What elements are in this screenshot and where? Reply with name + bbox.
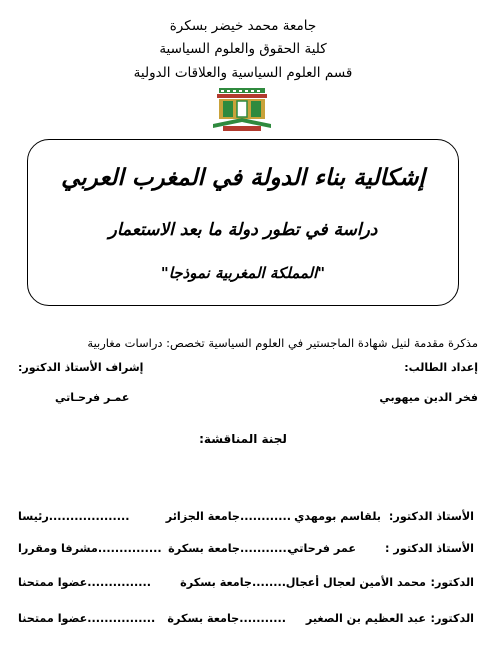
- member-name: عمر فرحاتي: [287, 542, 356, 555]
- member-role: ...................رئيسا: [18, 510, 130, 523]
- member-role: ...............مشرفا ومقررا: [18, 542, 162, 555]
- committee-heading: لجنة المناقشة:: [199, 432, 287, 446]
- university-name: جامعة محمد خيضر بسكرة: [169, 18, 317, 34]
- committee-row: [0, 542, 486, 560]
- committee-row: [0, 510, 486, 528]
- department-name: قسم العلوم السياسية والعلاقات الدولية: [133, 65, 353, 81]
- supervisor-name: عمـر فرحـاتي: [55, 391, 130, 404]
- student-label: إعداد الطالب:: [404, 361, 478, 374]
- member-university: ............جامعة الجزائر: [165, 510, 291, 523]
- university-logo: [213, 88, 271, 132]
- member-role: ...............عضوا ممتحنا: [18, 576, 151, 589]
- member-name: بلقاسم بومهدي: [294, 510, 381, 523]
- member-role: ................عضوا ممتحنا: [18, 612, 156, 625]
- subtitle: دراسة في تطور دولة ما بعد الاستعمار: [108, 220, 378, 240]
- main-title: إشكالية بناء الدولة في المغرب العربي: [61, 165, 425, 191]
- member-title: الأستاذ الدكتور:: [388, 510, 474, 523]
- member-university: ............جامعة بسكرة: [168, 542, 291, 555]
- committee-row: [0, 576, 486, 594]
- thesis-note: مذكرة مقدمة لنيل شهادة الماجستير في العلوم السياسية تخصص: دراسات مغاربية: [87, 336, 478, 350]
- member-university: ...........جامعة بسكرة: [167, 612, 286, 625]
- member-name: عبد العظيم بن الصغير: [305, 612, 426, 625]
- supervisor-label: إشراف الأستاذ الدكتور:: [18, 361, 144, 374]
- member-name: محمد الأمين لعجال أعجال: [285, 576, 426, 589]
- member-title: الدكتور:: [430, 612, 474, 625]
- case-study: "المملكة المغربية نموذجا": [160, 264, 326, 282]
- faculty-name: كلية الحقوق والعلوم السياسية: [159, 41, 327, 57]
- member-university: ........جامعة بسكرة: [180, 576, 286, 589]
- member-title: الأستاذ الدكتور :: [385, 542, 474, 555]
- student-name: فخر الدين ميهوبي: [379, 391, 478, 404]
- committee-row: [0, 612, 486, 630]
- member-title: الدكتور:: [430, 576, 474, 589]
